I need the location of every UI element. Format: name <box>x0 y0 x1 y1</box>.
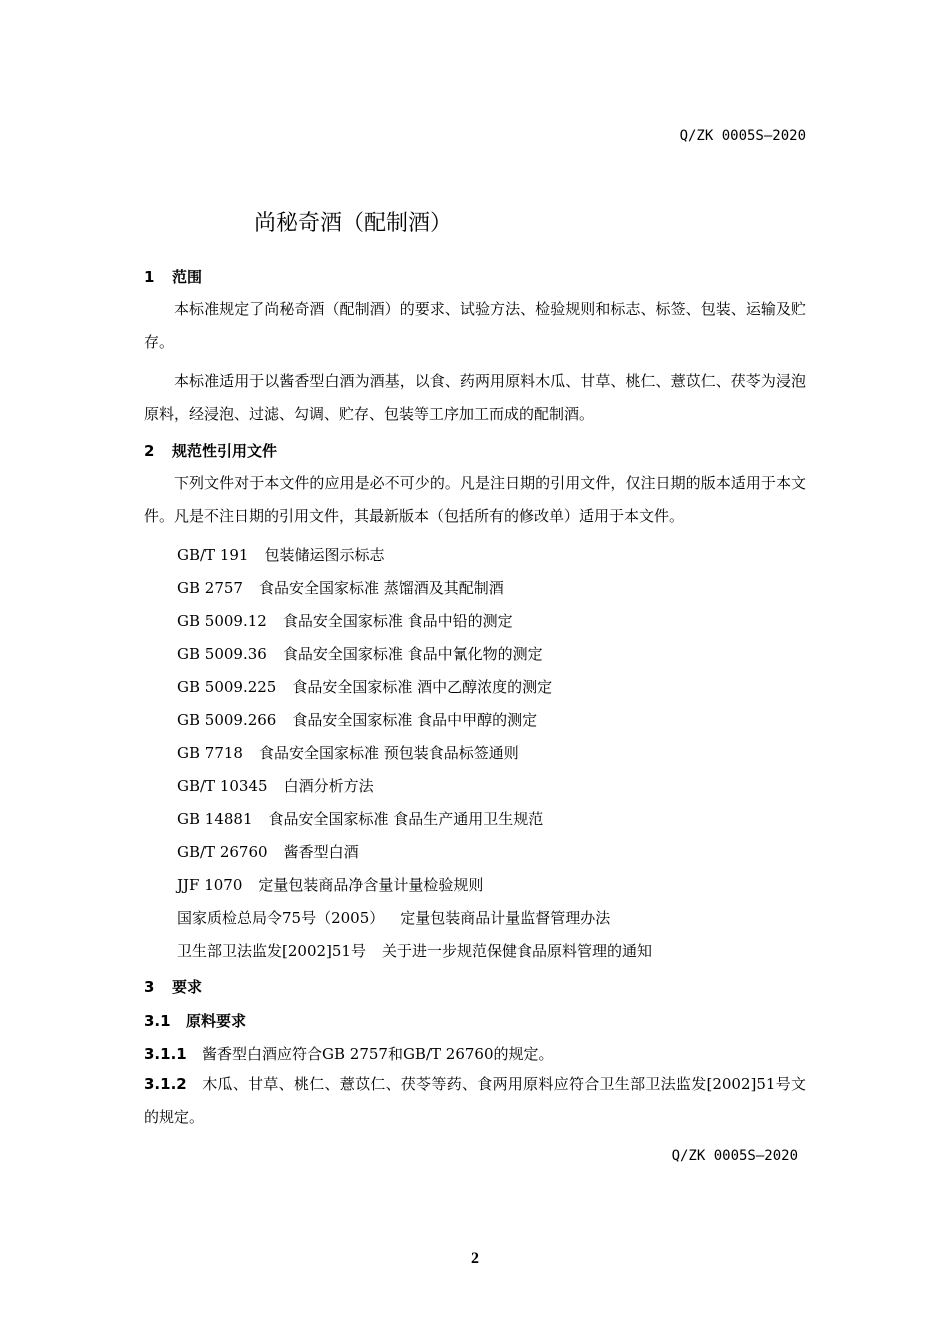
section-3-heading <box>144 976 202 997</box>
reference-item <box>177 643 543 664</box>
clause-text: 木瓜、甘草、桃仁、薏苡仁、茯苓等药、食两用原料应符合卫生部卫法监发[2002]51号文的规定。 <box>144 1075 806 1126</box>
reference-item <box>177 676 552 697</box>
section-1-heading <box>144 266 202 287</box>
reference-title: 食品安全国家标准 预包装食品标签通则 <box>258 744 519 762</box>
reference-item <box>177 742 519 763</box>
reference-title: 食品安全国家标准 食品生产通用卫生规范 <box>268 810 544 828</box>
document-title: 尚秘奇酒（配制酒） <box>254 211 453 236</box>
document-code-footer: Q/ZK 0005S—2020 <box>671 1148 798 1164</box>
section-title: 规范性引用文件 <box>172 442 278 460</box>
reference-item <box>177 841 359 862</box>
reference-item <box>177 808 543 829</box>
reference-code: GB/T 10345 <box>177 777 268 795</box>
reference-item <box>177 907 610 928</box>
reference-item <box>177 709 537 730</box>
section-number: 2 <box>144 442 155 460</box>
clause-number: 3.1.2 <box>144 1075 187 1093</box>
reference-code: GB 5009.12 <box>177 612 267 630</box>
clause-number: 3.1.1 <box>144 1045 187 1063</box>
reference-title: 食品安全国家标准 食品中铅的测定 <box>282 612 513 630</box>
page-number: 2 <box>471 1250 479 1267</box>
reference-code: GB 7718 <box>177 744 243 762</box>
reference-item <box>177 610 513 631</box>
reference-title: 白酒分析方法 <box>283 777 374 795</box>
reference-item <box>177 577 504 598</box>
clause-text: 酱香型白酒应符合GB 2757和GB/T 26760的规定。 <box>202 1045 554 1063</box>
section-1-paragraph-2: 本标准适用于以酱香型白酒为酒基，以食、药两用原料木瓜、甘草、桃仁、薏苡仁、茯苓为浸泡原料，经浸泡、过滤、勾调、贮存、包装等工序加工而成的配制酒。 <box>144 372 806 423</box>
reference-code: GB 2757 <box>177 579 243 597</box>
section-1-paragraph-1: 本标准规定了尚秘奇酒（配制酒）的要求、试验方法、检验规则和标志、标签、包装、运输及贮存。 <box>144 300 806 351</box>
clause-3-1-1 <box>144 1043 554 1064</box>
reference-title: 定量包装商品计量监督管理办法 <box>400 909 611 927</box>
reference-title: 关于进一步规范保健食品原料管理的通知 <box>381 942 652 960</box>
section-number: 3.1 <box>144 1012 171 1030</box>
reference-code: GB 5009.36 <box>177 645 267 663</box>
reference-title: 食品安全国家标准 酒中乙醇浓度的测定 <box>292 678 553 696</box>
section-title: 要求 <box>172 978 203 996</box>
section-2-intro: 下列文件对于本文件的应用是必不可少的。凡是注日期的引用文件，仅注日期的版本适用于本文件。凡是不注日期的引用文件，其最新版本（包括所有的修改单）适用于本文件。 <box>144 474 806 525</box>
reference-title: 食品安全国家标准 食品中氰化物的测定 <box>282 645 543 663</box>
document-code-header: Q/ZK 0005S—2020 <box>679 128 806 144</box>
reference-code: 国家质检总局令75号（2005） <box>177 909 385 927</box>
reference-code: GB/T 26760 <box>177 843 268 861</box>
reference-code: GB 5009.225 <box>177 678 277 696</box>
reference-title: 酱香型白酒 <box>283 843 359 861</box>
reference-title: 定量包装商品净含量计量检验规则 <box>258 876 484 894</box>
reference-code: GB 14881 <box>177 810 253 828</box>
reference-title: 食品安全国家标准 蒸馏酒及其配制酒 <box>258 579 504 597</box>
reference-code: 卫生部卫法监发[2002]51号 <box>177 942 366 960</box>
reference-code: JJF 1070 <box>177 876 243 894</box>
reference-title: 食品安全国家标准 食品中甲醇的测定 <box>292 711 538 729</box>
section-2-heading <box>144 440 277 461</box>
section-3-1-heading <box>144 1010 246 1031</box>
reference-item <box>177 874 483 895</box>
reference-item <box>177 775 374 796</box>
section-number: 3 <box>144 978 155 996</box>
section-title: 原料要求 <box>186 1012 247 1030</box>
section-title: 范围 <box>172 268 203 286</box>
reference-item <box>177 544 384 565</box>
section-number: 1 <box>144 268 155 286</box>
reference-code: GB/T 191 <box>177 546 249 564</box>
reference-title: 包装储运图示标志 <box>264 546 385 564</box>
reference-item <box>177 940 652 961</box>
clause-3-1-2 <box>144 1068 806 1134</box>
reference-code: GB 5009.266 <box>177 711 277 729</box>
